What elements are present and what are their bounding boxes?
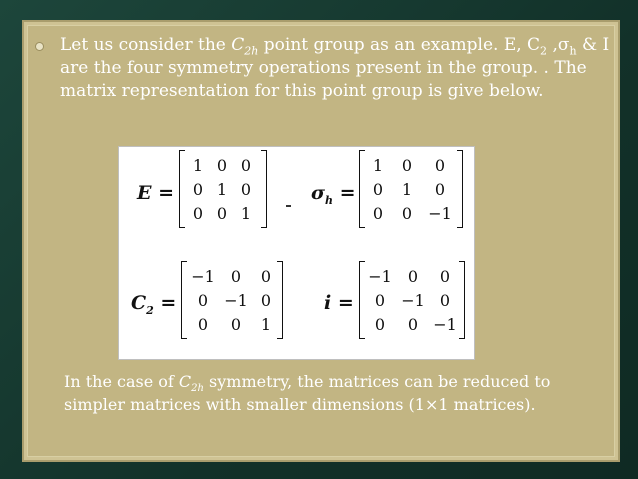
c-subscript: 2	[540, 44, 548, 58]
matrix-sigma-h	[359, 150, 463, 228]
footer-text-part: In the case of	[64, 372, 179, 391]
bullet-dot-icon	[36, 43, 43, 50]
bullet-text-part: & I are the four symmetry operations present in the group. . The matrix representation for this point group is give below.	[60, 35, 610, 101]
bullet-text-part: Let us consider the	[60, 35, 232, 55]
matrix-label-sigma-h: $\sigma_h$ =	[311, 182, 356, 207]
matrix-figure	[118, 146, 475, 360]
matrix-i	[359, 261, 465, 339]
matrix-label-e: E =	[137, 182, 175, 204]
matrix-e	[179, 150, 267, 228]
footer-text-part: symmetry, the matrices can be reduced to simpler matrices with smaller dimensions (1×1 matrices).	[64, 372, 551, 414]
matrix-c2-cells: −1 0 0 0 −1 0 0 0 1	[191, 267, 272, 334]
sigma-subscript: h	[569, 44, 577, 58]
bullet-text	[60, 34, 620, 103]
bullet-text-part: ,σ	[547, 35, 570, 55]
bullet-text-part: point group as an example. E, C	[258, 35, 541, 55]
matrix-label-i: i =	[324, 292, 354, 314]
footer-group-symbol: C	[178, 372, 192, 391]
group-symbol: C	[231, 35, 245, 55]
group-subscript: 2h	[244, 44, 259, 58]
separator-mark	[286, 205, 291, 207]
matrix-i-cells: −1 0 0 0 −1 0 0 0 −1	[368, 267, 457, 334]
matrix-e-cells: 1 0 0 0 1 0 0 0 1	[192, 156, 252, 223]
footer-group-subscript: 2h	[191, 383, 204, 395]
footer-paragraph	[64, 370, 604, 416]
matrix-label-c2: $C_2$ =	[131, 292, 177, 317]
matrix-c2	[181, 261, 283, 339]
matrix-sigma-h-cells: 1 0 0 0 1 0 0 0 −1	[372, 156, 452, 223]
